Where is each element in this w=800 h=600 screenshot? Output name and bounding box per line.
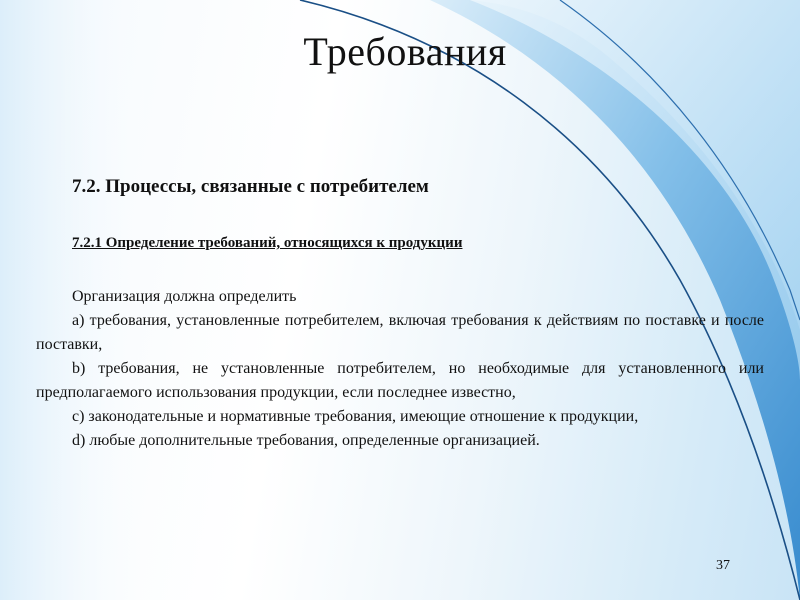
list-item: a) требования, установленные потребителем, включая требования к действиям по поставке и после поставки, <box>36 312 764 353</box>
list-item: d) любые дополнительные требования, определенные организацией. <box>72 432 540 449</box>
intro-text: Организация должна определить <box>72 288 297 305</box>
list-item: b) требования, не установленные потребителем, но необходимые для установленного или предполагаемого использования продукции, если последнее известно, <box>36 360 764 401</box>
page-number: 37 <box>716 558 730 573</box>
list-item: c) законодательные и нормативные требования, имеющие отношение к продукции, <box>72 408 639 425</box>
section-heading: 7.2. Процессы, связанные с потребителем <box>72 176 429 197</box>
page-title: Требования <box>303 29 507 74</box>
requirements-body <box>36 285 764 453</box>
subsection-heading: 7.2.1 Определение требований, относящихся к продукции <box>72 235 463 251</box>
